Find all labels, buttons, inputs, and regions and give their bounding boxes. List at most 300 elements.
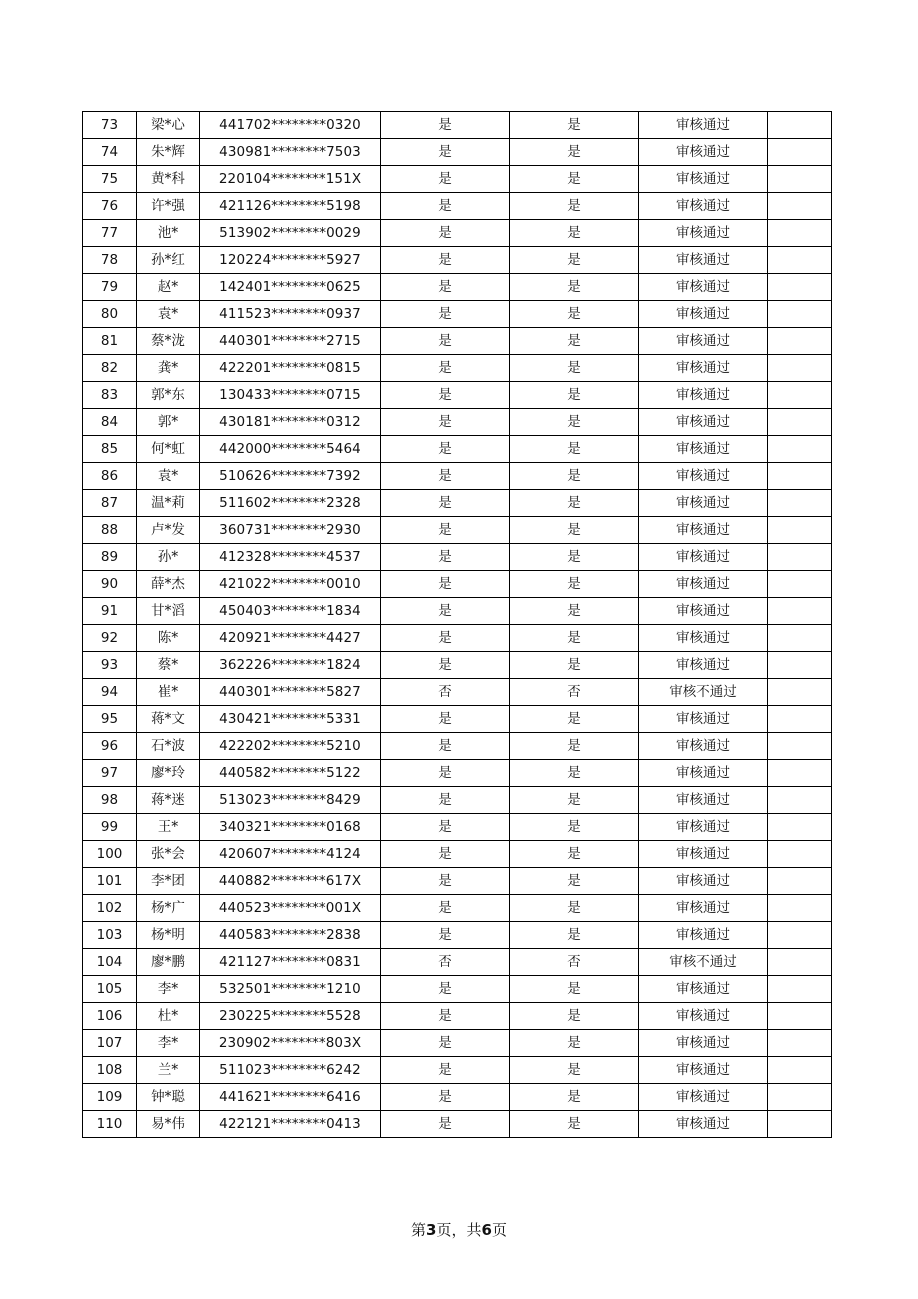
- table-row: [83, 571, 832, 598]
- criteria-a-cell: 否: [381, 679, 510, 706]
- criteria-a-cell: 是: [381, 652, 510, 679]
- table-row: [83, 355, 832, 382]
- table-row: [83, 625, 832, 652]
- criteria-a-cell: 是: [381, 220, 510, 247]
- review-status-cell: 审核通过: [639, 490, 768, 517]
- name-cell: 易*伟: [137, 1111, 200, 1138]
- name-cell: 黄*科: [137, 166, 200, 193]
- row-index-cell: 89: [83, 544, 137, 571]
- criteria-b-cell: 是: [510, 814, 639, 841]
- table-row: [83, 112, 832, 139]
- id-number-cell: 411523********0937: [200, 301, 381, 328]
- review-status-cell: 审核通过: [639, 355, 768, 382]
- row-index-cell: 91: [83, 598, 137, 625]
- row-index-cell: 110: [83, 1111, 137, 1138]
- table-row: [83, 463, 832, 490]
- criteria-a-cell: 是: [381, 841, 510, 868]
- review-status-cell: 审核通过: [639, 868, 768, 895]
- remarks-cell: [768, 274, 832, 301]
- row-index-cell: 105: [83, 976, 137, 1003]
- table-row: [83, 409, 832, 436]
- criteria-a-cell: 是: [381, 976, 510, 1003]
- criteria-a-cell: 是: [381, 382, 510, 409]
- criteria-a-cell: 是: [381, 112, 510, 139]
- table-row: [83, 922, 832, 949]
- table-row: [83, 1084, 832, 1111]
- name-cell: 袁*: [137, 463, 200, 490]
- id-number-cell: 440882********617X: [200, 868, 381, 895]
- table-row: [83, 139, 832, 166]
- remarks-cell: [768, 544, 832, 571]
- criteria-b-cell: 是: [510, 139, 639, 166]
- id-number-cell: 421126********5198: [200, 193, 381, 220]
- footer-prefix: 第: [411, 1221, 427, 1239]
- criteria-a-cell: 否: [381, 949, 510, 976]
- id-number-cell: 440301********5827: [200, 679, 381, 706]
- criteria-b-cell: 是: [510, 706, 639, 733]
- review-status-cell: 审核通过: [639, 382, 768, 409]
- criteria-a-cell: 是: [381, 301, 510, 328]
- name-cell: 甘*滔: [137, 598, 200, 625]
- table-row: [83, 544, 832, 571]
- criteria-a-cell: 是: [381, 787, 510, 814]
- id-number-cell: 230225********5528: [200, 1003, 381, 1030]
- id-number-cell: 441621********6416: [200, 1084, 381, 1111]
- id-number-cell: 440583********2838: [200, 922, 381, 949]
- remarks-cell: [768, 517, 832, 544]
- criteria-b-cell: 是: [510, 868, 639, 895]
- id-number-cell: 130433********0715: [200, 382, 381, 409]
- remarks-cell: [768, 733, 832, 760]
- name-cell: 郭*: [137, 409, 200, 436]
- id-number-cell: 510626********7392: [200, 463, 381, 490]
- name-cell: 崔*: [137, 679, 200, 706]
- criteria-b-cell: 是: [510, 1003, 639, 1030]
- id-number-cell: 422202********5210: [200, 733, 381, 760]
- id-number-cell: 430981********7503: [200, 139, 381, 166]
- criteria-a-cell: 是: [381, 490, 510, 517]
- criteria-b-cell: 是: [510, 112, 639, 139]
- remarks-cell: [768, 571, 832, 598]
- table-row: [83, 328, 832, 355]
- remarks-cell: [768, 922, 832, 949]
- remarks-cell: [768, 841, 832, 868]
- row-index-cell: 108: [83, 1057, 137, 1084]
- criteria-a-cell: 是: [381, 1084, 510, 1111]
- id-number-cell: 430181********0312: [200, 409, 381, 436]
- id-number-cell: 362226********1824: [200, 652, 381, 679]
- criteria-b-cell: 是: [510, 193, 639, 220]
- review-status-cell: 审核通过: [639, 922, 768, 949]
- remarks-cell: [768, 328, 832, 355]
- row-index-cell: 97: [83, 760, 137, 787]
- row-index-cell: 82: [83, 355, 137, 382]
- criteria-b-cell: 是: [510, 598, 639, 625]
- table-row: [83, 301, 832, 328]
- row-index-cell: 78: [83, 247, 137, 274]
- id-number-cell: 360731********2930: [200, 517, 381, 544]
- row-index-cell: 109: [83, 1084, 137, 1111]
- name-cell: 王*: [137, 814, 200, 841]
- remarks-cell: [768, 1111, 832, 1138]
- criteria-a-cell: 是: [381, 1111, 510, 1138]
- criteria-a-cell: 是: [381, 193, 510, 220]
- criteria-b-cell: 是: [510, 1057, 639, 1084]
- row-index-cell: 93: [83, 652, 137, 679]
- review-status-cell: 审核通过: [639, 1030, 768, 1057]
- name-cell: 蒋*迷: [137, 787, 200, 814]
- criteria-b-cell: 是: [510, 355, 639, 382]
- row-index-cell: 102: [83, 895, 137, 922]
- review-status-cell: 审核通过: [639, 274, 768, 301]
- row-index-cell: 98: [83, 787, 137, 814]
- row-index-cell: 86: [83, 463, 137, 490]
- table-row: [83, 652, 832, 679]
- review-status-cell: 审核不通过: [639, 949, 768, 976]
- id-number-cell: 420921********4427: [200, 625, 381, 652]
- criteria-b-cell: 是: [510, 760, 639, 787]
- criteria-b-cell: 是: [510, 409, 639, 436]
- id-number-cell: 511023********6242: [200, 1057, 381, 1084]
- criteria-b-cell: 是: [510, 490, 639, 517]
- name-cell: 李*: [137, 976, 200, 1003]
- criteria-a-cell: 是: [381, 1030, 510, 1057]
- review-status-cell: 审核通过: [639, 706, 768, 733]
- id-number-cell: 422121********0413: [200, 1111, 381, 1138]
- review-status-cell: 审核通过: [639, 463, 768, 490]
- criteria-b-cell: 是: [510, 922, 639, 949]
- criteria-b-cell: 是: [510, 517, 639, 544]
- remarks-cell: [768, 814, 832, 841]
- table-row: [83, 193, 832, 220]
- id-number-cell: 440582********5122: [200, 760, 381, 787]
- table-row: [83, 1057, 832, 1084]
- id-number-cell: 440523********001X: [200, 895, 381, 922]
- name-cell: 李*: [137, 1030, 200, 1057]
- review-status-cell: 审核通过: [639, 301, 768, 328]
- review-status-cell: 审核通过: [639, 139, 768, 166]
- row-index-cell: 107: [83, 1030, 137, 1057]
- criteria-a-cell: 是: [381, 922, 510, 949]
- id-number-cell: 441702********0320: [200, 112, 381, 139]
- criteria-a-cell: 是: [381, 355, 510, 382]
- review-status-cell: 审核通过: [639, 112, 768, 139]
- review-status-cell: 审核通过: [639, 895, 768, 922]
- row-index-cell: 76: [83, 193, 137, 220]
- name-cell: 李*团: [137, 868, 200, 895]
- remarks-cell: [768, 490, 832, 517]
- review-status-cell: 审核通过: [639, 571, 768, 598]
- id-number-cell: 412328********4537: [200, 544, 381, 571]
- row-index-cell: 99: [83, 814, 137, 841]
- criteria-b-cell: 是: [510, 274, 639, 301]
- remarks-cell: [768, 301, 832, 328]
- criteria-a-cell: 是: [381, 247, 510, 274]
- criteria-a-cell: 是: [381, 1057, 510, 1084]
- criteria-a-cell: 是: [381, 1003, 510, 1030]
- review-results-table: [82, 111, 832, 1138]
- review-status-cell: 审核通过: [639, 733, 768, 760]
- review-status-cell: 审核通过: [639, 760, 768, 787]
- table-row: [83, 517, 832, 544]
- name-cell: 孙*: [137, 544, 200, 571]
- criteria-a-cell: 是: [381, 895, 510, 922]
- table-row: [83, 733, 832, 760]
- row-index-cell: 83: [83, 382, 137, 409]
- remarks-cell: [768, 625, 832, 652]
- criteria-b-cell: 是: [510, 733, 639, 760]
- name-cell: 赵*: [137, 274, 200, 301]
- name-cell: 郭*东: [137, 382, 200, 409]
- table-row: [83, 436, 832, 463]
- remarks-cell: [768, 949, 832, 976]
- row-index-cell: 73: [83, 112, 137, 139]
- remarks-cell: [768, 706, 832, 733]
- name-cell: 杨*明: [137, 922, 200, 949]
- criteria-a-cell: 是: [381, 139, 510, 166]
- name-cell: 兰*: [137, 1057, 200, 1084]
- criteria-a-cell: 是: [381, 544, 510, 571]
- review-status-cell: 审核通过: [639, 328, 768, 355]
- remarks-cell: [768, 166, 832, 193]
- row-index-cell: 74: [83, 139, 137, 166]
- table-row: [83, 1003, 832, 1030]
- criteria-b-cell: 是: [510, 544, 639, 571]
- criteria-a-cell: 是: [381, 706, 510, 733]
- table-row: [83, 895, 832, 922]
- table-row: [83, 679, 832, 706]
- criteria-b-cell: 是: [510, 382, 639, 409]
- review-status-cell: 审核通过: [639, 841, 768, 868]
- table-row: [83, 949, 832, 976]
- remarks-cell: [768, 436, 832, 463]
- criteria-b-cell: 是: [510, 787, 639, 814]
- id-number-cell: 513902********0029: [200, 220, 381, 247]
- review-status-cell: 审核通过: [639, 1111, 768, 1138]
- remarks-cell: [768, 976, 832, 1003]
- review-status-cell: 审核不通过: [639, 679, 768, 706]
- criteria-b-cell: 是: [510, 895, 639, 922]
- table-row: [83, 868, 832, 895]
- name-cell: 石*波: [137, 733, 200, 760]
- name-cell: 池*: [137, 220, 200, 247]
- id-number-cell: 430421********5331: [200, 706, 381, 733]
- row-index-cell: 81: [83, 328, 137, 355]
- footer-suffix: 页: [491, 1221, 507, 1239]
- criteria-b-cell: 是: [510, 436, 639, 463]
- remarks-cell: [768, 1084, 832, 1111]
- criteria-a-cell: 是: [381, 625, 510, 652]
- name-cell: 许*强: [137, 193, 200, 220]
- name-cell: 温*莉: [137, 490, 200, 517]
- row-index-cell: 75: [83, 166, 137, 193]
- name-cell: 杨*广: [137, 895, 200, 922]
- table-row: [83, 1111, 832, 1138]
- review-status-cell: 审核通过: [639, 814, 768, 841]
- remarks-cell: [768, 193, 832, 220]
- name-cell: 龚*: [137, 355, 200, 382]
- remarks-cell: [768, 409, 832, 436]
- name-cell: 廖*鹏: [137, 949, 200, 976]
- name-cell: 何*虹: [137, 436, 200, 463]
- name-cell: 杜*: [137, 1003, 200, 1030]
- row-index-cell: 101: [83, 868, 137, 895]
- row-index-cell: 85: [83, 436, 137, 463]
- name-cell: 孙*红: [137, 247, 200, 274]
- name-cell: 钟*聪: [137, 1084, 200, 1111]
- criteria-a-cell: 是: [381, 571, 510, 598]
- name-cell: 陈*: [137, 625, 200, 652]
- footer-current-page: 3: [426, 1221, 437, 1239]
- criteria-a-cell: 是: [381, 733, 510, 760]
- review-status-cell: 审核通过: [639, 247, 768, 274]
- table-row: [83, 706, 832, 733]
- name-cell: 蔡*泷: [137, 328, 200, 355]
- review-status-cell: 审核通过: [639, 166, 768, 193]
- name-cell: 张*会: [137, 841, 200, 868]
- criteria-a-cell: 是: [381, 760, 510, 787]
- name-cell: 梁*心: [137, 112, 200, 139]
- criteria-b-cell: 是: [510, 328, 639, 355]
- row-index-cell: 103: [83, 922, 137, 949]
- id-number-cell: 513023********8429: [200, 787, 381, 814]
- remarks-cell: [768, 652, 832, 679]
- name-cell: 蔡*: [137, 652, 200, 679]
- criteria-b-cell: 否: [510, 679, 639, 706]
- id-number-cell: 450403********1834: [200, 598, 381, 625]
- review-status-cell: 审核通过: [639, 544, 768, 571]
- review-status-cell: 审核通过: [639, 193, 768, 220]
- criteria-a-cell: 是: [381, 436, 510, 463]
- row-index-cell: 104: [83, 949, 137, 976]
- row-index-cell: 106: [83, 1003, 137, 1030]
- name-cell: 袁*: [137, 301, 200, 328]
- criteria-b-cell: 是: [510, 247, 639, 274]
- row-index-cell: 94: [83, 679, 137, 706]
- table-row: [83, 760, 832, 787]
- remarks-cell: [768, 112, 832, 139]
- table-row: [83, 490, 832, 517]
- criteria-a-cell: 是: [381, 814, 510, 841]
- remarks-cell: [768, 355, 832, 382]
- review-status-cell: 审核通过: [639, 436, 768, 463]
- remarks-cell: [768, 220, 832, 247]
- id-number-cell: 421022********0010: [200, 571, 381, 598]
- id-number-cell: 440301********2715: [200, 328, 381, 355]
- criteria-a-cell: 是: [381, 598, 510, 625]
- review-status-cell: 审核通过: [639, 517, 768, 544]
- id-number-cell: 230902********803X: [200, 1030, 381, 1057]
- id-number-cell: 142401********0625: [200, 274, 381, 301]
- id-number-cell: 220104********151X: [200, 166, 381, 193]
- id-number-cell: 442000********5464: [200, 436, 381, 463]
- table-row: [83, 976, 832, 1003]
- criteria-b-cell: 是: [510, 976, 639, 1003]
- review-status-cell: 审核通过: [639, 1057, 768, 1084]
- remarks-cell: [768, 679, 832, 706]
- page-footer: [0, 1219, 918, 1240]
- table-row: [83, 382, 832, 409]
- review-status-cell: 审核通过: [639, 220, 768, 247]
- row-index-cell: 95: [83, 706, 137, 733]
- criteria-b-cell: 是: [510, 571, 639, 598]
- name-cell: 廖*玲: [137, 760, 200, 787]
- criteria-b-cell: 是: [510, 220, 639, 247]
- row-index-cell: 88: [83, 517, 137, 544]
- remarks-cell: [768, 760, 832, 787]
- row-index-cell: 87: [83, 490, 137, 517]
- criteria-a-cell: 是: [381, 463, 510, 490]
- criteria-b-cell: 是: [510, 1111, 639, 1138]
- id-number-cell: 421127********0831: [200, 949, 381, 976]
- row-index-cell: 96: [83, 733, 137, 760]
- review-status-cell: 审核通过: [639, 1003, 768, 1030]
- name-cell: 蒋*文: [137, 706, 200, 733]
- criteria-b-cell: 是: [510, 841, 639, 868]
- table-row: [83, 220, 832, 247]
- id-number-cell: 511602********2328: [200, 490, 381, 517]
- criteria-a-cell: 是: [381, 274, 510, 301]
- name-cell: 卢*发: [137, 517, 200, 544]
- remarks-cell: [768, 139, 832, 166]
- footer-total-pages: 6: [481, 1221, 492, 1239]
- name-cell: 朱*辉: [137, 139, 200, 166]
- criteria-a-cell: 是: [381, 166, 510, 193]
- criteria-b-cell: 是: [510, 463, 639, 490]
- table-body: [83, 112, 832, 1138]
- table-row: [83, 787, 832, 814]
- footer-middle: 页，共: [436, 1221, 482, 1239]
- criteria-b-cell: 是: [510, 1030, 639, 1057]
- remarks-cell: [768, 868, 832, 895]
- row-index-cell: 77: [83, 220, 137, 247]
- remarks-cell: [768, 1030, 832, 1057]
- id-number-cell: 532501********1210: [200, 976, 381, 1003]
- id-number-cell: 422201********0815: [200, 355, 381, 382]
- remarks-cell: [768, 598, 832, 625]
- review-status-cell: 审核通过: [639, 625, 768, 652]
- row-index-cell: 79: [83, 274, 137, 301]
- row-index-cell: 80: [83, 301, 137, 328]
- name-cell: 薛*杰: [137, 571, 200, 598]
- table-row: [83, 274, 832, 301]
- table-row: [83, 166, 832, 193]
- criteria-b-cell: 是: [510, 625, 639, 652]
- criteria-b-cell: 否: [510, 949, 639, 976]
- row-index-cell: 90: [83, 571, 137, 598]
- criteria-b-cell: 是: [510, 301, 639, 328]
- remarks-cell: [768, 463, 832, 490]
- remarks-cell: [768, 247, 832, 274]
- remarks-cell: [768, 382, 832, 409]
- criteria-a-cell: 是: [381, 328, 510, 355]
- table-row: [83, 1030, 832, 1057]
- criteria-b-cell: 是: [510, 166, 639, 193]
- table-row: [83, 247, 832, 274]
- criteria-a-cell: 是: [381, 868, 510, 895]
- table-row: [83, 814, 832, 841]
- row-index-cell: 100: [83, 841, 137, 868]
- table-row: [83, 841, 832, 868]
- remarks-cell: [768, 1057, 832, 1084]
- review-status-cell: 审核通过: [639, 598, 768, 625]
- criteria-b-cell: 是: [510, 652, 639, 679]
- id-number-cell: 120224********5927: [200, 247, 381, 274]
- id-number-cell: 340321********0168: [200, 814, 381, 841]
- criteria-a-cell: 是: [381, 517, 510, 544]
- table-row: [83, 598, 832, 625]
- review-status-cell: 审核通过: [639, 652, 768, 679]
